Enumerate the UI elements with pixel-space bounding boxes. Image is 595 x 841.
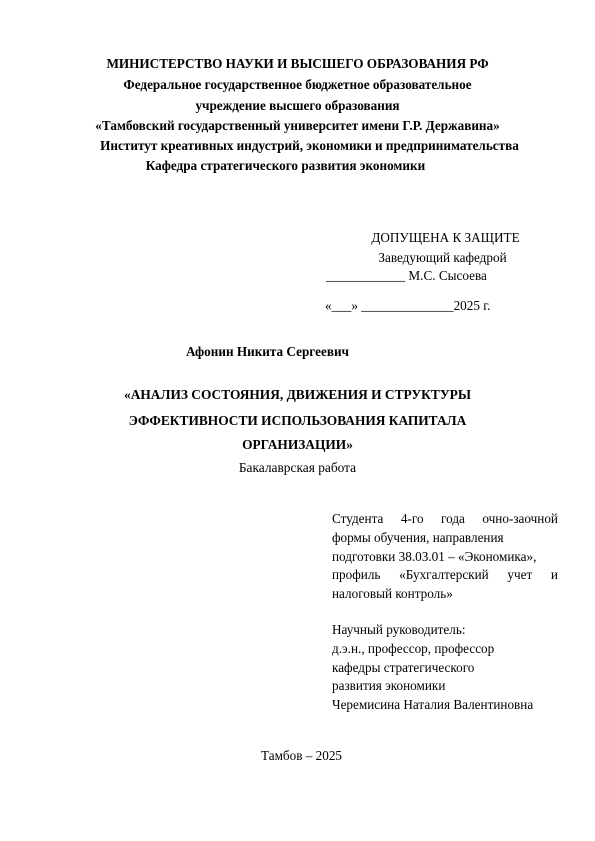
advisor-label: Научный руководитель: xyxy=(332,622,466,637)
advisor-dept-line: развития экономики xyxy=(332,678,446,694)
approval-signature: ____________ М.С. Сысоева xyxy=(326,268,487,283)
city-year: Тамбов – 2025 xyxy=(260,748,343,763)
approval-date: «___» ______________2025 г. xyxy=(325,298,491,313)
institution-line-2: учреждение высшего образования xyxy=(195,98,400,113)
student-info-line: подготовки 38.03.01 – «Экономика», xyxy=(332,548,537,564)
approval-role: Заведующий кафедрой xyxy=(378,250,507,265)
institution-line-1: Федеральное государственное бюджетное образовательное xyxy=(123,77,472,92)
author-name: Афонин Никита Сергеевич xyxy=(186,344,349,359)
student-info-line: налоговый контроль» xyxy=(332,586,453,602)
advisor-name: Черемисина Наталия Валентиновна xyxy=(332,697,534,713)
advisor-degree: д.э.н., профессор, профессор xyxy=(332,640,495,656)
work-type: Бакалаврская работа xyxy=(238,460,357,475)
student-info-line: Студента 4-го года очно-заочной xyxy=(332,511,558,526)
advisor-info xyxy=(332,621,558,715)
advisor-dept-line: кафедры стратегического xyxy=(332,659,475,675)
approval-title: ДОПУЩЕНА К ЗАЩИТЕ xyxy=(371,230,520,245)
university-name: «Тамбовский государственный университет имени Г.Р. Державина» xyxy=(95,118,500,133)
institute-name: Институт креативных индустрий, экономики и предпринимательства xyxy=(100,138,519,153)
student-info-line: профиль «Бухгалтерский учет и xyxy=(332,567,558,583)
ministry-heading: МИНИСТЕРСТВО НАУКИ И ВЫСШЕГО ОБРАЗОВАНИЯ РФ xyxy=(106,56,489,71)
student-info xyxy=(332,510,558,604)
student-info-line: формы обучения, направления xyxy=(332,529,504,545)
work-title-line-1: «АНАЛИЗ СОСТОЯНИЯ, ДВИЖЕНИЯ И СТРУКТУРЫ xyxy=(124,387,471,402)
department-name: Кафедра стратегического развития экономики xyxy=(145,158,426,173)
work-title-line-3: ОРГАНИЗАЦИИ» xyxy=(242,437,353,452)
work-title-line-2: ЭФФЕКТИВНОСТИ ИСПОЛЬЗОВАНИЯ КАПИТАЛА xyxy=(128,413,467,428)
